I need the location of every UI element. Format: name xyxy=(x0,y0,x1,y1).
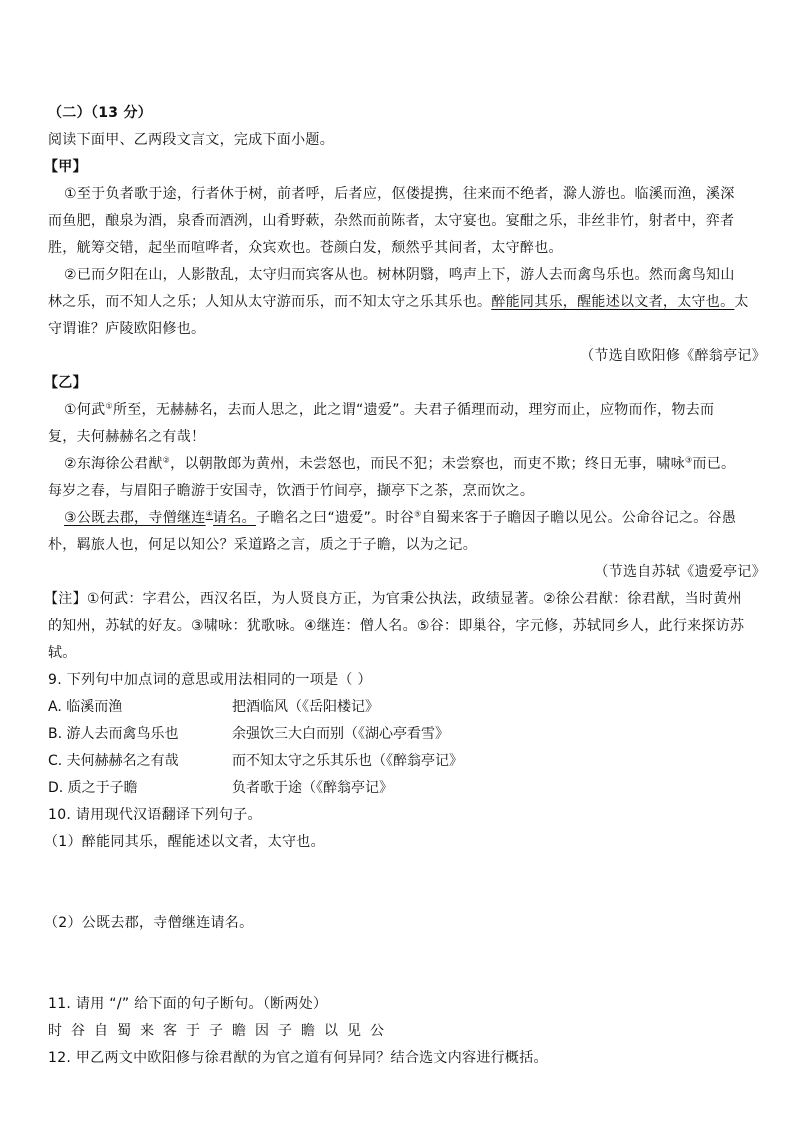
footnote-marker: ③ xyxy=(684,455,693,465)
jia-source: （节选自欧阳修《醉翁亭记》 xyxy=(580,348,766,364)
q9-option-b-pair: 余强饮三大白而别（《湖心亭看雪》 xyxy=(232,726,449,742)
yi-p1-line xyxy=(64,400,714,420)
q9-option-d: D. 质之于子瞻 xyxy=(48,780,138,796)
footnote-marker: ④ xyxy=(205,509,214,519)
yi-p1-line: 复，夫何赫赫名之有哉！ xyxy=(48,429,206,445)
q11-sentence: 时谷自蜀来客于子瞻因子瞻以见公 xyxy=(48,1023,393,1039)
notes-line: 轼。 xyxy=(48,645,77,661)
jia-p1-line: 而鱼肥，酿泉为酒，泉香而酒洌，山肴野蔌，杂然而前陈者，太守宴也。宴酣之乐，非丝非竹，射者中，弈者 xyxy=(48,213,735,229)
jia-p1-line: 胜，觥筹交错，起坐而喧哗者，众宾欢也。苍颜白发，颓然乎其间者，太守醉也。 xyxy=(48,240,563,256)
yi-text: ②东海徐公君猷 xyxy=(64,456,163,472)
section-title: （二）（13 分） xyxy=(48,105,153,121)
yi-label: 【乙】 xyxy=(44,375,87,391)
q9-option-b: B. 游人去而禽鸟乐也 xyxy=(48,726,179,742)
yi-source: （节选自苏轼《遗爱亭记》 xyxy=(594,564,766,580)
footnote-marker: ① xyxy=(105,401,113,411)
underlined-sentence: 醉能同其乐，醒能述以文者，太守也。 xyxy=(491,294,735,310)
question-11-stem: 11. 请用 “/” 给下面的句子断句。（断两处） xyxy=(48,996,328,1012)
yi-p3-line: 朴，羁旅人也，何足以知公？采道路之言，质之于子瞻，以为之记。 xyxy=(48,537,477,553)
question-10-stem: 10. 请用现代汉语翻译下列句子。 xyxy=(48,807,262,823)
yi-p2-line xyxy=(64,454,735,474)
q10-sentence-2: （2）公既去郡，寺僧继连请名。 xyxy=(44,915,254,931)
q10-sentence-1: （1）醉能同其乐，醒能述以文者，太守也。 xyxy=(44,834,325,850)
jia-p2-line: 守谓谁？庐陵欧阳修也。 xyxy=(48,321,206,337)
footnote-marker: ② xyxy=(162,455,171,465)
jia-p2-line: ②已而夕阳在山，人影散乱，太守归而宾客从也。树林阴翳，鸣声上下，游人去而禽鸟乐也。然而禽鸟知山 xyxy=(64,267,735,283)
yi-text: ，以朝散郎为黄州，未尝怒也，而民不犯；未尝察也，而吏不欺；终日无事，啸咏 xyxy=(170,456,685,472)
notes-line: 【注】①何武：字君公，西汉名臣，为人贤良方正，为官秉公执法，政绩显著。②徐公君猷：徐君猷，当时黄州 xyxy=(44,591,742,607)
yi-text: 所至，无赫赫名，去而人思之，此之谓“遗爱”。夫君子循理而动，理穷而止，应物而作，物去而 xyxy=(112,402,715,418)
q9-option-c: C. 夫何赫赫名之有哉 xyxy=(48,753,179,769)
jia-p2-text: 林之乐，而不知人之乐；人知从太守游而乐，而不知太守之乐其乐也。 xyxy=(48,294,492,310)
yi-text: 子瞻名之曰“遗爱”。时谷 xyxy=(255,510,415,526)
yi-text: 自蜀来客于子瞻因子瞻以见公。公命谷记之。谷愚 xyxy=(421,510,737,526)
jia-label: 【甲】 xyxy=(44,159,87,175)
q9-option-d-pair: 负者歌于途（《醉翁亭记》 xyxy=(232,780,393,796)
notes-line: 的知州，苏轼的好友。③啸咏：犹歌咏。④继连：僧人名。⑤谷：即巢谷，字元修，苏轼同乡人，此行来探访苏 xyxy=(48,618,745,634)
q9-option-a: A. 临溪而渔 xyxy=(48,699,123,715)
underlined-sentence: ③公既去郡，寺僧继连 xyxy=(64,510,206,526)
question-12-stem: 12. 甲乙两文中欧阳修与徐君猷的为官之道有何异同？结合选文内容进行概括。 xyxy=(48,1050,548,1066)
footnote-marker: ⑤ xyxy=(414,509,422,519)
question-9-stem: 9. 下列句中加点词的意思或用法相同的一项是（ ） xyxy=(48,672,372,688)
yi-p3-line xyxy=(64,508,736,528)
q9-option-c-pair: 而不知太守之乐其乐也（《醉翁亭记》 xyxy=(232,753,463,769)
jia-p2-line xyxy=(48,292,749,312)
q9-option-a-pair: 把酒临风（《岳阳楼记》 xyxy=(232,699,379,715)
jia-p1-line: ①至于负者歌于途，行者休于树，前者呼，后者应，伛偻提携，往来而不绝者，滁人游也。临溪而渔，溪深 xyxy=(64,186,735,202)
jia-p2-text: 太 xyxy=(734,294,749,310)
instruction: 阅读下面甲、乙两段文言文，完成下面小题。 xyxy=(48,132,334,148)
yi-text: 而已。 xyxy=(692,456,736,472)
underlined-sentence: 请名。 xyxy=(213,510,256,526)
yi-p2-line: 每岁之春，与眉阳子瞻游于安国寺，饮酒于竹间亭，撷亭下之茶，烹而饮之。 xyxy=(48,483,535,499)
yi-text: ①何武 xyxy=(64,402,106,418)
